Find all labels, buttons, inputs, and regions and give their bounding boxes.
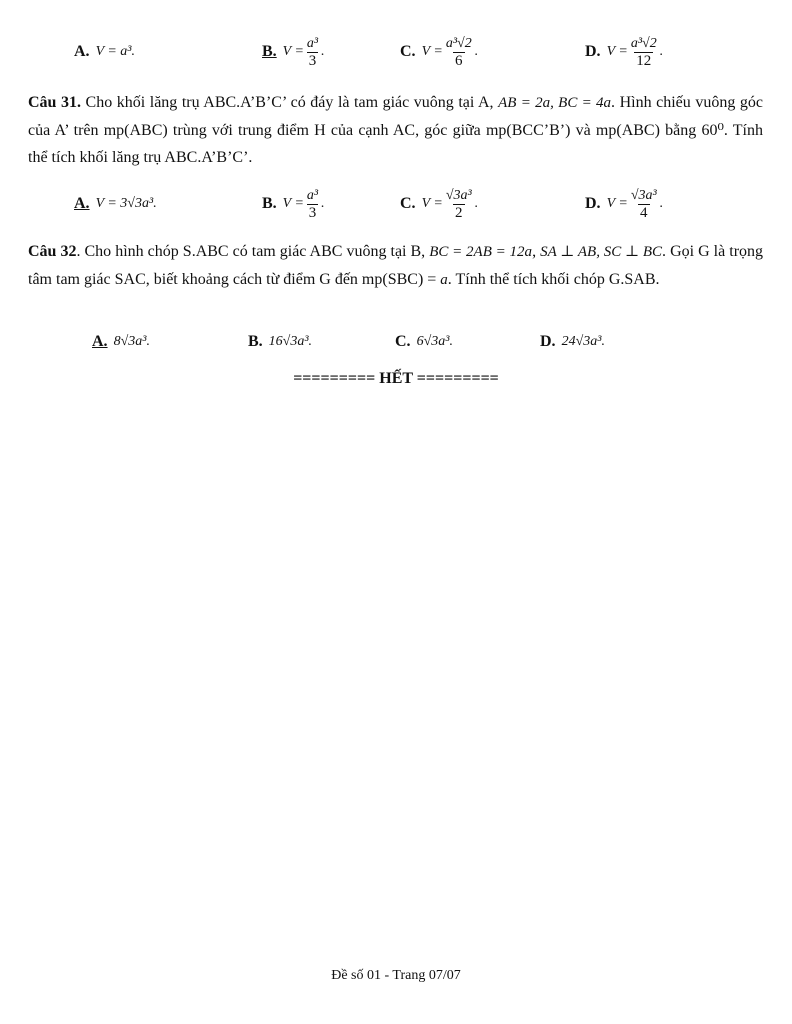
math-expression: BC = 2AB = 12a <box>429 244 533 260</box>
option-label: A. <box>92 333 108 350</box>
option-value: 6√3a³. <box>416 334 453 349</box>
q31-answer-row <box>0 184 792 224</box>
q30-option-d <box>585 32 663 72</box>
math-expression: 60⁰ <box>701 122 724 139</box>
page-footer: Đề số 01 - Trang 07/07 <box>331 968 461 983</box>
formula-lhs: V = <box>421 44 443 59</box>
formula-lhs: V = <box>606 44 628 59</box>
math-expression: AB = 2a, BC = 4a <box>498 95 612 111</box>
question-text: . Cho hình chóp S.ABC có tam giác ABC vuông tại B, <box>76 243 430 260</box>
fraction-denominator: 3 <box>308 52 317 69</box>
fraction <box>444 35 474 70</box>
q31-option-c <box>400 184 478 224</box>
question-31-text <box>28 89 763 171</box>
option-formula: V = $\frac{\text{√3a³}}{4}$ . <box>606 187 664 221</box>
q31-option-a <box>74 184 157 224</box>
q32-option-c <box>395 322 453 362</box>
q30-answer-row <box>0 32 792 72</box>
math-expression: a <box>440 272 448 288</box>
end-of-exam-marker: ========= HẾT ========= <box>293 370 499 387</box>
fraction-numerator: a³ <box>306 187 319 203</box>
fraction <box>629 187 659 222</box>
option-label: C. <box>400 43 416 60</box>
question-text: , <box>532 243 541 260</box>
option-formula: V = $\frac{\text{a³}}{3}$ . <box>282 187 325 221</box>
formula-lhs: V = <box>421 196 443 211</box>
q32-answer-row <box>0 322 792 362</box>
option-label: D. <box>540 333 556 350</box>
fraction-denominator: 12 <box>636 52 652 69</box>
option-value: 16√3a³. <box>268 334 313 349</box>
option-label: D. <box>585 195 601 212</box>
option-label: C. <box>400 195 416 212</box>
option-label: A. <box>74 195 90 212</box>
fraction-numerator: a³√2 <box>630 35 657 51</box>
option-formula: V = $\frac{\text{a³√2}}{6}$ . <box>421 35 479 69</box>
formula-lhs: V = <box>606 196 628 211</box>
fraction-denominator: 4 <box>640 204 648 221</box>
fraction-numerator: √3a³ <box>630 187 657 203</box>
option-formula: V = $\frac{\text{√3a³}}{2}$ . <box>421 187 479 221</box>
fraction-denominator: 6 <box>455 52 463 69</box>
option-label: B. <box>262 43 277 60</box>
question-text: . Tính thể tích khối lăng trụ ABC.A’B’C’. <box>28 122 763 166</box>
question-text: . Hình chiếu vuông góc của A’ trên mp(ABC) trùng với trung điểm H của cạnh AC, góc giữa mp(BCC’B’) và mp(ABC) bằng <box>28 94 763 139</box>
question-32-text <box>28 238 763 294</box>
fraction-denominator: 2 <box>455 204 463 221</box>
option-label: C. <box>395 333 411 350</box>
question-text: . Gọi G là trọng tâm tam giác SAC, biết khoảng cách từ điểm G đến mp(SBC) = <box>28 243 764 288</box>
q32-option-d <box>540 322 605 362</box>
q31-option-d <box>585 184 663 224</box>
option-label: B. <box>262 195 277 212</box>
fraction <box>305 35 320 70</box>
option-label: D. <box>585 43 601 60</box>
fraction-numerator: a³ <box>306 35 319 51</box>
option-formula: V = $\frac{\text{a³√2}}{12}$ . <box>606 35 664 69</box>
option-value: V = a³. <box>95 44 136 59</box>
option-value: 8√3a³. <box>113 334 150 349</box>
fraction-numerator: a³√2 <box>445 35 472 51</box>
formula-lhs: V = <box>282 44 304 59</box>
q30-option-b <box>262 32 325 72</box>
question-text: . Tính thể tích khối chóp G.SAB. <box>447 271 660 288</box>
question-number: Câu 32 <box>28 243 77 260</box>
q30-option-a <box>74 32 135 72</box>
question-number: Câu 31. <box>28 94 81 111</box>
fraction <box>629 35 659 70</box>
fraction-denominator: 3 <box>308 204 317 221</box>
question-text: Cho khối lăng trụ ABC.A’B’C’ có đáy là tam giác vuông tại A, <box>81 94 499 111</box>
fraction <box>444 187 474 222</box>
q31-option-b <box>262 184 325 224</box>
option-label: B. <box>248 333 263 350</box>
math-expression: SA ⊥ AB, SC ⊥ BC <box>540 244 663 260</box>
option-value: 24√3a³. <box>561 334 605 349</box>
option-formula: V = $\frac{\text{a³}}{3}$ . <box>282 35 325 69</box>
fraction-numerator: √3a³ <box>445 187 472 203</box>
q32-option-b <box>248 322 312 362</box>
q32-option-a <box>92 322 150 362</box>
option-label: A. <box>74 43 90 60</box>
formula-lhs: V = <box>282 196 304 211</box>
q30-option-c <box>400 32 478 72</box>
option-value: V = 3√3a³. <box>95 196 157 211</box>
fraction <box>305 187 320 222</box>
